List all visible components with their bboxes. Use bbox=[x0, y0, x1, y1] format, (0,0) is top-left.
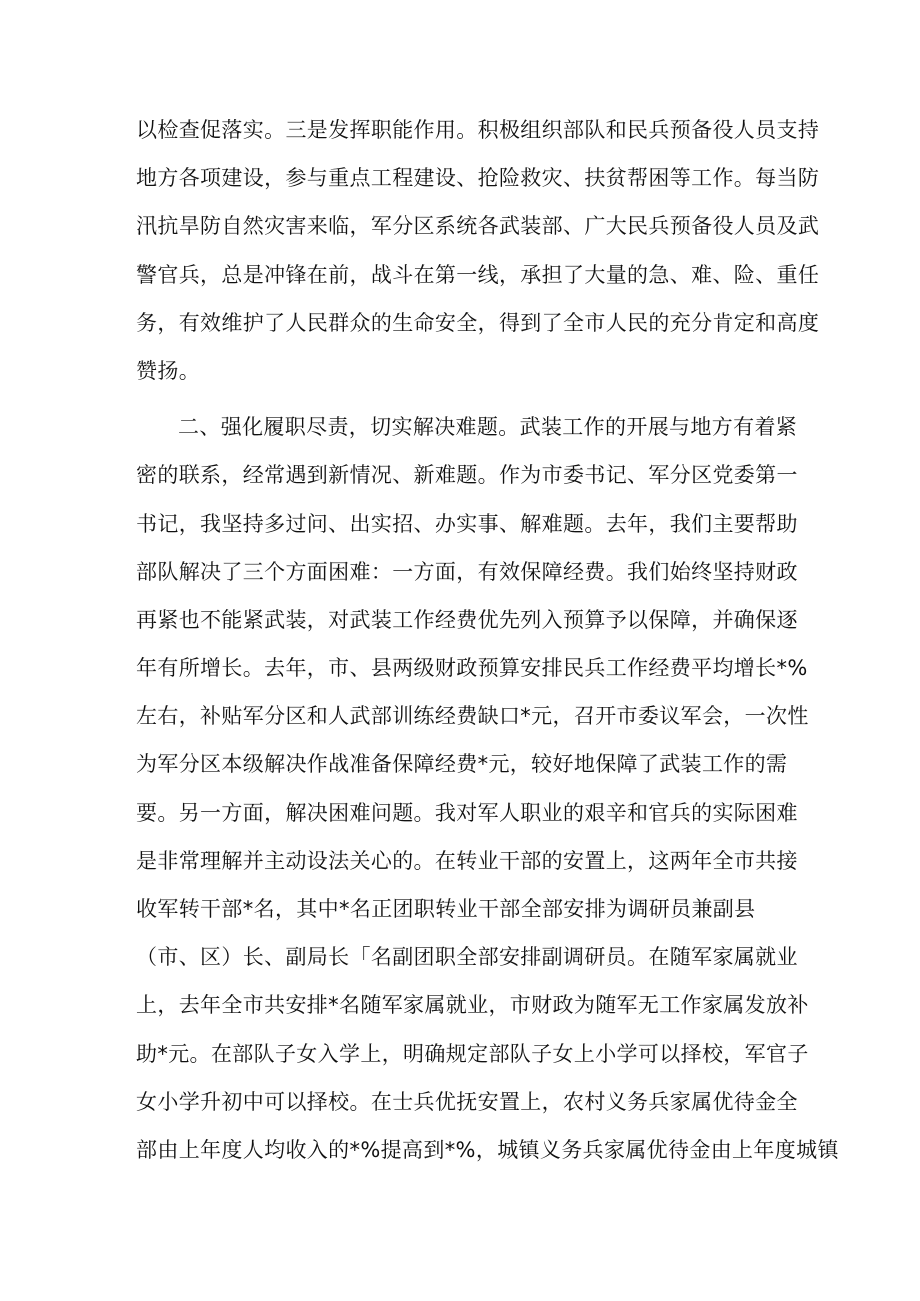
text-line: （市、区）长、副局长「名副团职全部安排副调研员。在随军家属就业 bbox=[136, 945, 798, 970]
section-heading-line: 二、强化履职尽责，切实解决难题。武装工作的开展与地方有着紧 bbox=[178, 415, 798, 440]
text-line: 是非常理解并主动设法关心的。在转业干部的安置上，这两年全市共接 bbox=[136, 848, 798, 873]
text-line: 务，有效维护了人民群众的生命安全，得到了全市人民的充分肯定和高度 bbox=[136, 310, 820, 335]
text-line: 以检查促落实。三是发挥职能作用。积极组织部队和民兵预备役人员支持 bbox=[136, 118, 820, 142]
text-line: 要。另一方面，解决困难问题。我对军人职业的艰辛和官兵的实际困难 bbox=[136, 800, 798, 825]
text-line: 左右，补贴军分区和人武部训练经费缺口*元，召开市委议军会，一次性 bbox=[136, 704, 809, 729]
text-line: 收军转干部*名，其中*名正团职转业干部全部安排为调研员兼副县 bbox=[136, 897, 756, 921]
text-line: 女小学升初中可以择校。在士兵优抚安置上，农村义务兵家属优待金全 bbox=[136, 1089, 798, 1114]
text-line: 书记，我坚持多过问、出实招、办实事、解难题。去年，我们主要帮助 bbox=[136, 511, 798, 536]
text-line: 再紧也不能紧武装，对武装工作经费优先列入预算予以保障，并确保逐 bbox=[136, 607, 798, 632]
text-line: 助*元。在部队子女入学上，明确规定部队子女上小学可以择校，军官子 bbox=[136, 1041, 809, 1066]
text-line: 部由上年度人均收入的*%提高到*%，城镇义务兵家属优待金由上年度城镇 bbox=[136, 1137, 839, 1162]
text-line: 警官兵，总是冲锋在前，战斗在第一线，承担了大量的急、难、险、重任 bbox=[136, 262, 820, 287]
body-text bbox=[136, 112, 839, 1180]
text-line: 上，去年全市共安排*名随军家属就业，市财政为随军无工作家属发放补 bbox=[136, 993, 809, 1018]
text-line: 年有所增长。去年，市、县两级财政预算安排民兵工作经费平均增长*% bbox=[136, 656, 808, 681]
text-line: 赞扬。 bbox=[136, 358, 201, 383]
text-line: 汛抗旱防自然灾害来临，军分区系统各武装部、广大民兵预备役人员及武 bbox=[136, 214, 820, 239]
text-line: 地方各项建设，参与重点工程建设、抢险救灾、扶贫帮困等工作。每当防 bbox=[136, 166, 820, 191]
text-line: 为军分区本级解决作战准备保障经费*元，较好地保障了武装工作的需 bbox=[136, 752, 788, 777]
text-line: 部队解决了三个方面困难：一方面，有效保障经费。我们始终坚持财政 bbox=[136, 559, 798, 584]
text-line: 密的联系，经常遇到新情况、新难题。作为市委书记、军分区党委第一 bbox=[136, 463, 798, 488]
